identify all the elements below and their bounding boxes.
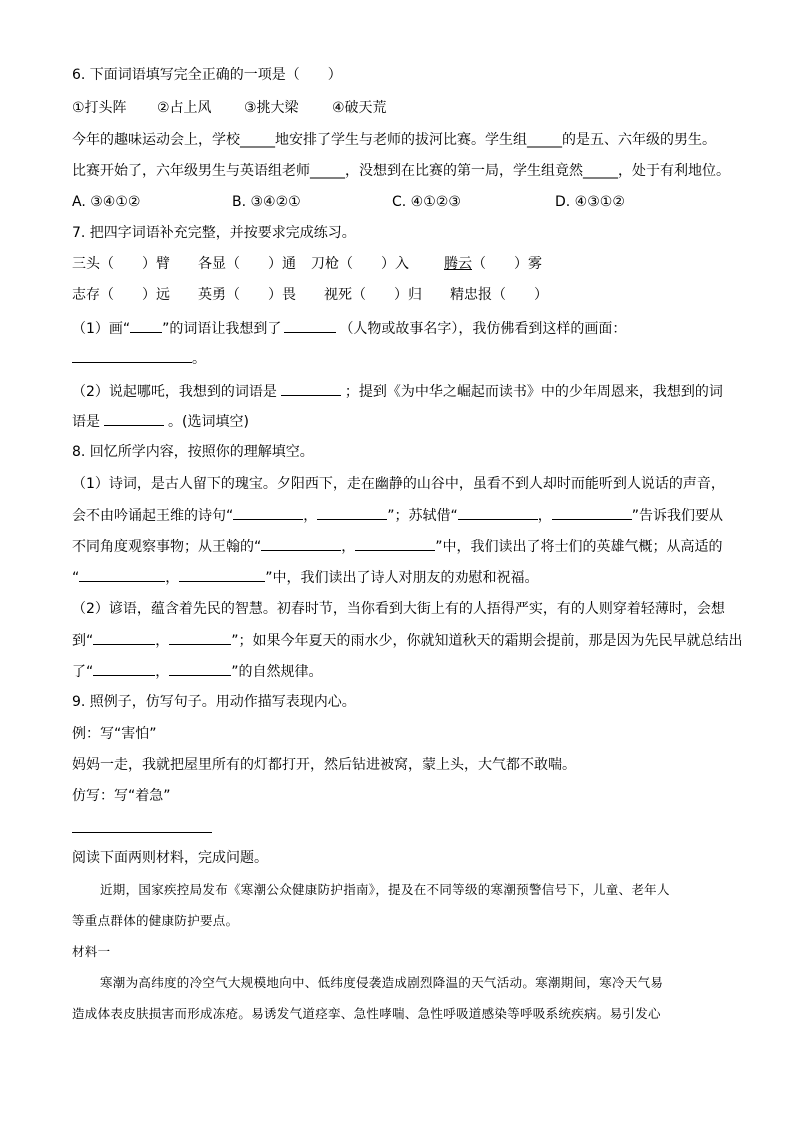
idiom-1: 三头（ ）臂 <box>72 256 170 272</box>
blank[interactable] <box>317 505 387 520</box>
q6-choices <box>72 192 625 212</box>
q8-p2-line-2 <box>72 630 743 651</box>
reading-intro: 阅读下面两则材料，完成问题。 <box>72 850 268 866</box>
blank[interactable] <box>281 381 341 396</box>
q8-text: ， <box>537 508 552 524</box>
q8-text: ， <box>155 633 170 649</box>
q6-passage-line-1: 今年的趣味运动会上，学校_____地安排了学生与老师的拔河比赛。学生组_____的是五、六年级的男生。 <box>72 132 716 148</box>
q9-stem: 9. 照例子，仿写句子。用动作描写表现内心。 <box>72 694 356 710</box>
q8-p1-line-3 <box>72 536 723 557</box>
q8-text: ”的自然规律。 <box>231 664 323 680</box>
idiom-8: 精忠报（ ） <box>450 287 548 303</box>
q8-text: 了“ <box>72 664 94 680</box>
blank[interactable] <box>552 505 632 520</box>
q6-choice-a: A. ③④①② <box>72 194 141 210</box>
q7-sub1-text-b: ”的词语让我想到了 <box>162 321 282 337</box>
blank[interactable] <box>93 630 155 645</box>
blank[interactable] <box>130 318 162 333</box>
reading-para1-line2: 等重点群体的健康防护要点。 <box>72 913 239 928</box>
q7-sub2-text-c: 语是 <box>72 414 100 430</box>
q7-row-1 <box>72 254 542 274</box>
q8-text: ”中，我们读出了诗人对朋友的劝慰和祝福。 <box>265 570 539 586</box>
blank[interactable] <box>179 567 265 582</box>
q8-p1-line-4 <box>72 567 539 588</box>
blank[interactable] <box>261 536 341 551</box>
q8-text: ”中，我们读出了将士们的英雄气概；从高适的 <box>435 539 723 555</box>
idiom-2: 各显（ ）通 <box>198 256 296 272</box>
blank[interactable] <box>233 505 303 520</box>
q8-text: 不同角度观察事物；从王翰的“ <box>72 539 262 555</box>
q8-text: ， <box>155 664 170 680</box>
blank[interactable] <box>93 661 155 676</box>
q6-option-2: ②占上风 <box>157 100 212 116</box>
q8-text: “ <box>72 570 80 586</box>
q8-text: 会不由吟诵起王维的诗句“ <box>72 508 234 524</box>
q6-option-4: ④破天荒 <box>332 100 387 116</box>
idiom-7: 视死（ ）归 <box>324 287 422 303</box>
q6-options <box>72 98 387 118</box>
answer-line[interactable] <box>72 832 212 833</box>
q7-sub1-text-c: （人物或故事名字），我仿佛看到这样的画面： <box>339 321 627 337</box>
q6-choice-b: B. ③④②① <box>232 194 301 210</box>
material-1-heading: 材料一 <box>72 944 111 959</box>
q8-text: ， <box>165 570 180 586</box>
q8-p1-line-2 <box>72 505 723 526</box>
q8-text: ， <box>303 508 318 524</box>
blank[interactable] <box>458 505 538 520</box>
q8-text: 到“ <box>72 633 94 649</box>
idiom-5: 志存（ ）远 <box>72 287 170 303</box>
q7-sub2-text-a: （2）说起哪吒，我想到的词语是 <box>72 384 277 400</box>
blank[interactable] <box>355 536 435 551</box>
q8-text: ”；苏轼借“ <box>387 508 458 524</box>
q7-sub1-end: 。 <box>192 351 206 367</box>
blank[interactable] <box>169 630 231 645</box>
q8-text: ， <box>341 539 356 555</box>
blank[interactable] <box>169 661 231 676</box>
blank[interactable] <box>284 318 336 333</box>
q7-sub1-text-a: （1）画“ <box>72 321 131 337</box>
q8-p2-line-3 <box>72 661 323 682</box>
q9-imitate-label: 仿写：写“着急” <box>72 788 171 804</box>
q6-choice-d: D. ④③①② <box>555 194 625 210</box>
q7-sub-1-line-2 <box>72 348 206 369</box>
q6-option-1: ①打头阵 <box>72 100 127 116</box>
idiom-4-rest: （ ）雾 <box>472 256 542 272</box>
q8-text: ”告诉我们要从 <box>631 508 724 524</box>
q7-row-2 <box>72 285 548 305</box>
blank[interactable] <box>72 348 192 363</box>
q6-passage-line-2: 比赛开始了，六年级男生与英语组老师_____，没想到在比赛的第一局，学生组竟然_____，处于有利地位。 <box>72 163 730 179</box>
q7-sub-2-line-2 <box>72 411 249 432</box>
reading-para2-line2: 造成体表皮肤损害而形成冻疮。易诱发气道痉挛、急性哮喘、急性呼吸道感染等呼吸系统疾病。易引发心 <box>72 1006 661 1021</box>
reading-para2-line1: 寒潮为高纬度的冷空气大规模地向中、低纬度侵袭造成剧烈降温的天气活动。寒潮期间，寒冷天气易 <box>100 975 664 990</box>
q7-stem: 7. 把四字词语补充完整，并按要求完成练习。 <box>72 225 356 241</box>
q8-p2-line-1: （2）谚语，蕴含着先民的智慧。初春时节，当你看到大街上有的人捂得严实，有的人则穿着轻薄时，会想 <box>72 601 725 617</box>
q7-sub2-text-b: ；提到《为中华之崛起而读书》中的少年周恩来，我想到的词 <box>344 384 723 400</box>
q6-option-3: ③挑大梁 <box>244 100 299 116</box>
q8-text: ”；如果今年夏天的雨水少，你就知道秋天的霜期会提前，那是因为先民早就总结出 <box>231 633 743 649</box>
q8-stem: 8. 回忆所学内容，按照你的理解填空。 <box>72 444 314 460</box>
idiom-6: 英勇（ ）畏 <box>198 287 296 303</box>
q8-p1-line-1: （1）诗词，是古人留下的瑰宝。夕阳西下，走在幽静的山谷中，虽看不到人却时而能听到人说话的声音， <box>72 476 725 492</box>
q9-example-text: 妈妈一走，我就把屋里所有的灯都打开，然后钻进被窝，蒙上头，大气都不敢喘。 <box>72 757 576 773</box>
blank[interactable] <box>79 567 165 582</box>
q9-example-label: 例：写“害怕” <box>72 726 157 742</box>
blank[interactable] <box>104 411 164 426</box>
idiom-4-underlined: 腾云 <box>444 256 472 272</box>
idiom-3: 刀枪（ ）入 <box>311 256 409 272</box>
q7-sub2-text-d: 。(选词填空) <box>168 414 249 430</box>
reading-para1-line1: 近期，国家疾控局发布《寒潮公众健康防护指南》，提及在不同等级的寒潮预警信号下，儿童、老年人 <box>100 882 670 897</box>
q7-sub-1 <box>72 318 626 339</box>
q7-sub-2 <box>72 381 723 402</box>
q6-choice-c: C. ④①②③ <box>392 194 461 210</box>
q6-stem: 6. 下面词语填写完全正确的一项是（ ） <box>72 67 342 83</box>
